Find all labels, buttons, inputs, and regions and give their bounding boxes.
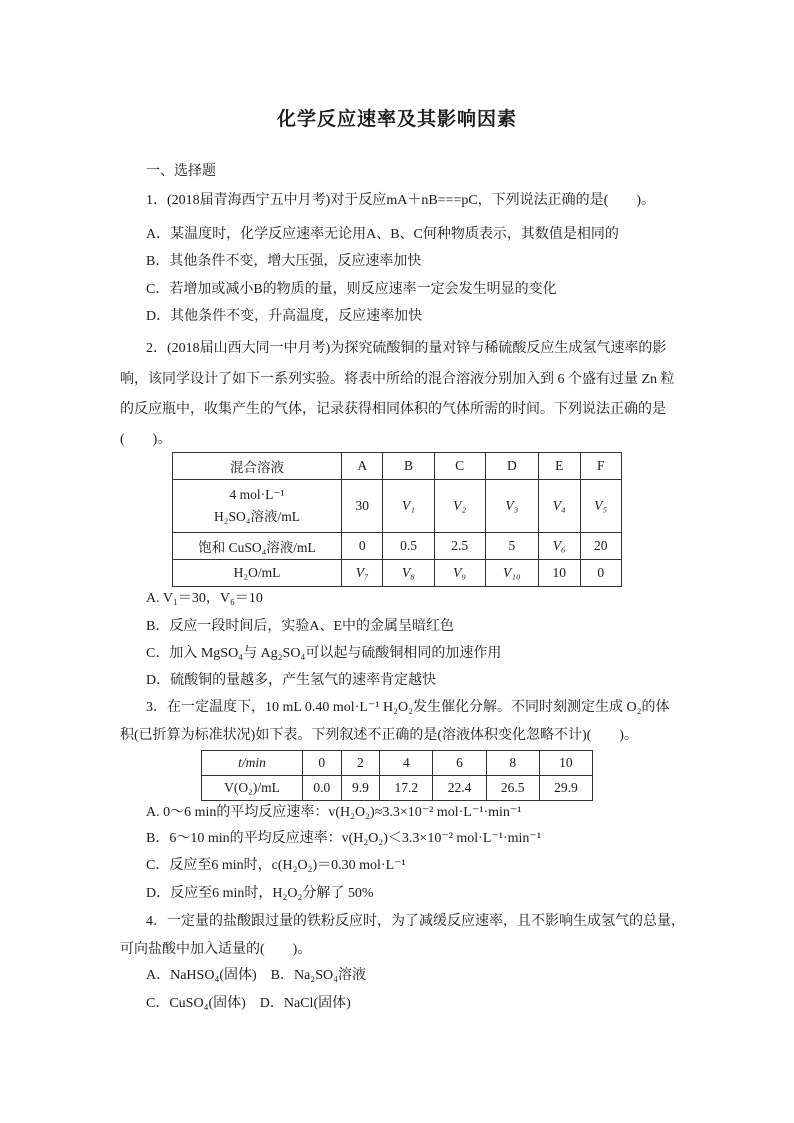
q1-option-c: C．若增加或减小B的物质的量，则反应速率一定会发生明显的变化: [146, 282, 557, 297]
table-header-cell: D: [485, 453, 538, 480]
page-title: 化学反应速率及其影响因素: [276, 109, 517, 130]
table-cell: 30: [342, 480, 383, 533]
q1-stem: 1．(2018届青海西宁五中月考)对于反应mA＋nB===pC，下列说法正确的是( )。: [146, 193, 656, 208]
table-cell: 6: [433, 751, 486, 776]
table-cell: V₃: [485, 480, 538, 533]
table-row-label: H₂O/mL: [173, 560, 342, 587]
table-cell: 29.9: [539, 776, 592, 801]
table-header-cell: C: [434, 453, 485, 480]
q1-option-d: D．其他条件不变，升高温度，反应速率加快: [146, 309, 423, 324]
table-row: [202, 776, 593, 801]
q2-stem-line1: 2．(2018届山西大同一中月考)为探究硫酸铜的量对锌与稀硫酸反应生成氢气速率的影: [146, 341, 667, 356]
table-row-label: 饱和 CuSO₄溶液/mL: [173, 533, 342, 560]
q3-table: [201, 750, 593, 801]
table-cell: 0: [303, 751, 342, 776]
table-row: [202, 751, 593, 776]
table-row-label: V(O₂)/mL: [202, 776, 303, 801]
table-cell: V₁₀: [485, 560, 538, 587]
table-cell: V₈: [383, 560, 434, 587]
table-row-label: [173, 480, 342, 533]
table-header-cell: F: [580, 453, 622, 480]
table-cell: 8: [486, 751, 539, 776]
table-row-label: t/min: [202, 751, 303, 776]
table-header-cell: 混合溶液: [173, 453, 342, 480]
table-cell: 4: [380, 751, 433, 776]
q4-options-cd: C．CuSO₄(固体) D．NaCl(固体): [146, 996, 351, 1011]
q2-table: [172, 452, 622, 587]
table-cell: 0.5: [383, 533, 434, 560]
q4-stem-line1: 4．一定量的盐酸跟过量的铁粉反应时，为了减缓反应速率，且不影响生成氢气的总量，: [146, 914, 685, 929]
table-cell: V₅: [580, 480, 622, 533]
table-row: [173, 453, 622, 480]
q3-stem-line1: 3．在一定温度下，10 mL 0.40 mol·L⁻¹ H₂O₂发生催化分解。不同时刻测定生成 O₂的体: [146, 700, 670, 715]
q1-option-b: B．其他条件不变，增大压强，反应速率加快: [146, 254, 422, 269]
section-heading: 一、选择题: [146, 164, 216, 179]
table-cell: 20: [580, 533, 622, 560]
q3-option-a: A. 0～6 min的平均反应速率：v(H₂O₂)≈3.3×10⁻² mol·L⁻¹·min⁻¹: [146, 805, 522, 820]
q2-option-c: C．加入 MgSO₄与 Ag₂SO₄可以起与硫酸铜相同的加速作用: [146, 646, 502, 661]
table-cell: 5: [485, 533, 538, 560]
q2-option-b: B．反应一段时间后，实验A、E中的金属呈暗红色: [146, 619, 454, 634]
row-label-line2: H₂SO₄溶液/mL: [214, 509, 300, 524]
q2-option-d: D．硫酸铜的量越多，产生氢气的速率肯定越快: [146, 673, 437, 688]
table-row: [173, 560, 622, 587]
q3-option-b: B．6～10 min的平均反应速率：v(H₂O₂)＜3.3×10⁻² mol·L⁻¹·min⁻¹: [146, 831, 542, 846]
table-cell: 2.5: [434, 533, 485, 560]
table-cell: 0: [580, 560, 622, 587]
table-cell: V₄: [539, 480, 580, 533]
table-cell: V₇: [342, 560, 383, 587]
table-header-cell: A: [342, 453, 383, 480]
q2-stem-line3: 的反应瓶中，收集产生的气体，记录获得相同体积的气体所需的时间。下列说法正确的是: [120, 402, 666, 417]
q3-option-d: D．反应至6 min时，H₂O₂分解了 50%: [146, 886, 374, 901]
table-cell: 2: [341, 751, 380, 776]
q2-stem-line4: ( )。: [120, 432, 172, 447]
table-cell: 17.2: [380, 776, 433, 801]
table-cell: 10: [539, 560, 580, 587]
table-cell: V₁: [383, 480, 434, 533]
q3-option-c: C．反应至6 min时，c(H₂O₂)＝0.30 mol·L⁻¹: [146, 858, 406, 873]
table-cell: 10: [539, 751, 592, 776]
table-cell: 0.0: [303, 776, 342, 801]
table-header-cell: B: [383, 453, 434, 480]
table-cell: 26.5: [486, 776, 539, 801]
table-cell: V₆: [539, 533, 580, 560]
table-header-cell: E: [539, 453, 580, 480]
q1-option-a: A．某温度时，化学反应速率无论用A、B、C何种物质表示，其数值是相同的: [146, 227, 619, 242]
table-row: [173, 480, 622, 533]
table-cell: V₂: [434, 480, 485, 533]
q4-stem-line2: 可向盐酸中加入适量的( )。: [120, 942, 312, 957]
table-cell: 22.4: [433, 776, 486, 801]
table-cell: V₉: [434, 560, 485, 587]
table-row: [173, 533, 622, 560]
q2-stem-line2: 响，该同学设计了如下一系列实验。将表中所给的混合溶液分别加入到 6 个盛有过量 Zn 粒: [120, 372, 675, 387]
table-cell: 9.9: [341, 776, 380, 801]
q3-stem-line2: 积(已折算为标准状况)如下表。下列叙述不正确的是(溶液体积变化忽略不计)( )。: [120, 728, 638, 743]
row-label-line1: 4 mol·L⁻¹: [229, 487, 285, 502]
q4-options-ab: A．NaHSO₄(固体) B．Na₂SO₄溶液: [146, 968, 366, 983]
q2-option-a: A. V₁＝30，V₆＝10: [146, 591, 263, 606]
table-cell: 0: [342, 533, 383, 560]
